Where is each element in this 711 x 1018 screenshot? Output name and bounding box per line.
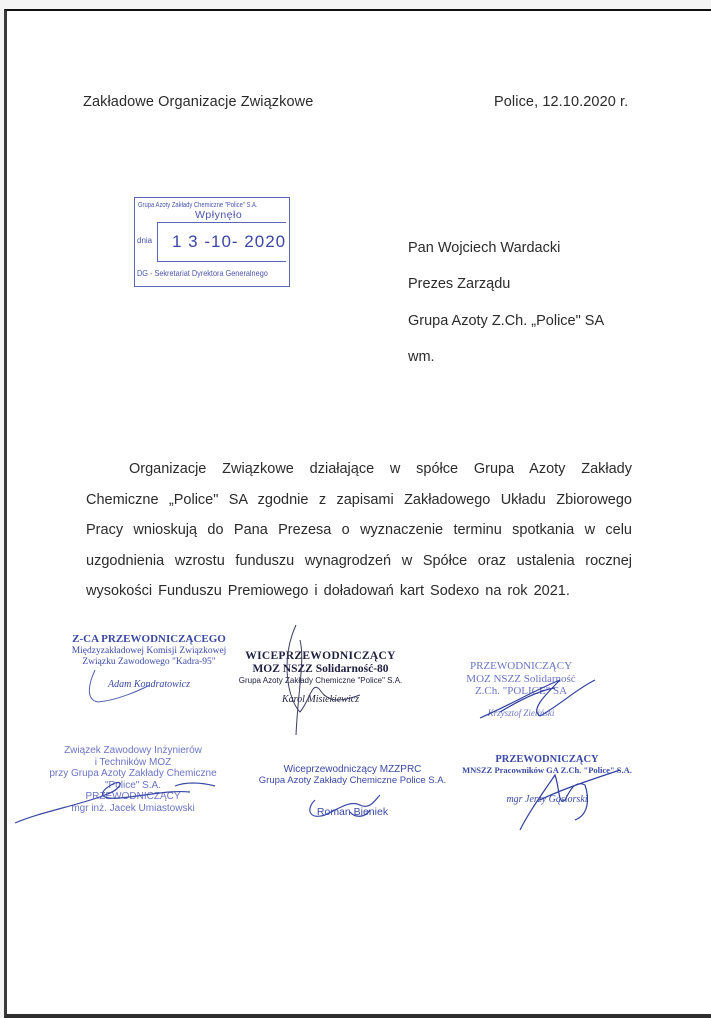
sig2-org-line1: MOZ NSZZ Solidarność-80 xyxy=(252,663,389,676)
sig6-role: PRZEWODNICZĄCY xyxy=(495,754,599,765)
sig4-org-line1: Związek Zawodowy Inżynierów xyxy=(64,745,202,756)
stamp-department: DG - Sekretariat Dyrektora Generalnego xyxy=(137,268,268,278)
signature-block-kadra95 xyxy=(54,633,244,691)
stamp-day-label: dnia xyxy=(137,236,153,245)
signature-block-zzit xyxy=(28,745,238,814)
sig6-org: MNSZZ Pracowników GA Z.Ch. "Police" S.A. xyxy=(462,765,632,776)
signature-block-mnszz xyxy=(462,754,632,805)
sig3-org-line1: MOZ NSZZ Solidarność xyxy=(466,672,576,685)
sig2-role: WICEPRZEWODNICZĄCY xyxy=(245,650,396,662)
sig5-org: Grupa Azoty Zakłady Chemiczne Police S.A. xyxy=(258,774,447,786)
sender-heading: Zakładowe Organizacje Związkowe xyxy=(83,94,314,110)
sig1-role: Z-CA PRZEWODNICZĄCEGO xyxy=(72,633,226,645)
sig5-name: Roman Bieniek xyxy=(316,806,389,819)
sig3-name: Krzysztof Zieliński xyxy=(487,707,555,718)
signature-block-solidarnosc xyxy=(446,660,596,718)
recipient-company: Grupa Azoty Z.Ch. „Police" SA xyxy=(408,313,605,329)
sig4-role: PRZEWODNICZĄCY xyxy=(85,791,181,802)
stamp-date: 1 3 -10- 2020 xyxy=(172,232,287,251)
sig1-name: Adam Kondratowicz xyxy=(108,679,190,691)
sig4-org-line2: i Techników MOZ xyxy=(94,756,172,768)
signature-block-solidarnosc80 xyxy=(228,650,413,705)
sig3-role: PRZEWODNICZĄCY xyxy=(469,660,573,672)
signature-block-mzzprc xyxy=(240,764,465,818)
sig1-org-line2: Związku Zawodowego "Kadra-95" xyxy=(82,656,216,667)
recipient-name: Pan Wojciech Wardacki xyxy=(408,240,561,256)
sig4-org-line4: "Police" S.A. xyxy=(104,779,161,791)
received-stamp xyxy=(134,197,290,287)
sig1-org-line1: Międzyzakładowej Komisji Związkowej xyxy=(71,645,227,656)
stamp-received-label: Wpłynęło xyxy=(195,209,243,221)
letter-body: Organizacje Związkowe działające w spółce Grupa Azoty Zakłady Chemiczne „Police" SA zgodnie z zapisami Zakładowego Układu Zbiorowego Pracy wnioskują do Pana Prezesa o wyznaczenie terminu spotkania w celu uzgodnienia wzrostu funduszu wynagrodzeń w Spółce oraz ustalenia rocznej wysokości Funduszu Premiowego i doładowań kart Sodexo na rok 2021. xyxy=(86,461,632,599)
recipient-title: Prezes Zarządu xyxy=(408,276,511,292)
sig4-name: mgr inż. Jacek Umiastowski xyxy=(71,802,195,814)
place-date: Police, 12.10.2020 r. xyxy=(494,94,629,110)
sig3-org-line2: Z.Ch. "POLICE" SA xyxy=(474,685,568,698)
sig4-org-line3: przy Grupa Azoty Zakłady Chemiczne xyxy=(49,768,217,779)
sig2-org-line2: Grupa Azoty Zakłady Chemiczne "Police" S.A. xyxy=(238,676,403,686)
sig2-name: Karol Misiekiewicz xyxy=(281,693,360,705)
stamp-date-box xyxy=(157,222,286,262)
stamp-company: Grupa Azoty Zakłady Chemiczne "Police" S.A. xyxy=(138,200,258,209)
recipient-salutation: wm. xyxy=(408,349,435,365)
sig5-role: Wiceprzewodniczący MZZPRC xyxy=(283,764,422,775)
sig6-name: mgr Jerzy Gąsiorski xyxy=(506,793,588,805)
